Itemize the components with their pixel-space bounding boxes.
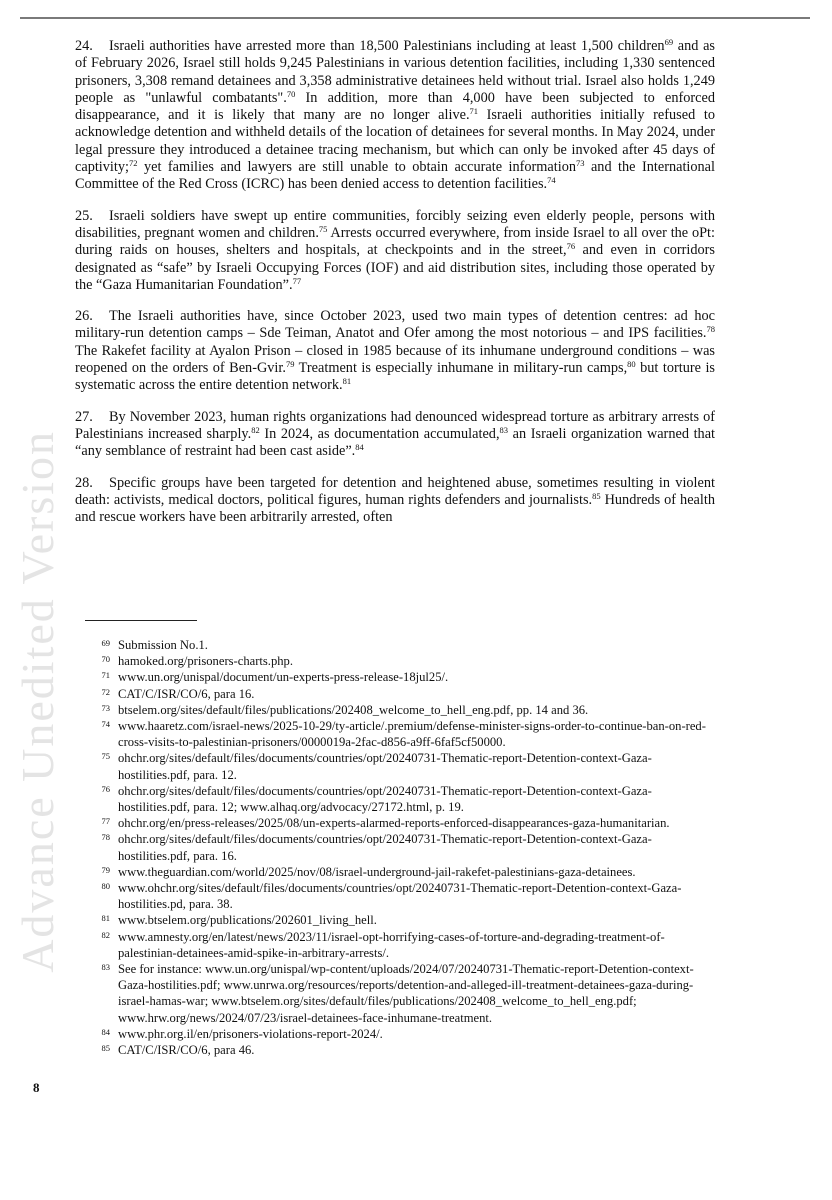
footnote [85,702,715,718]
footnote-reference: 73 [576,158,585,169]
paragraph-text: Arrests occurred everywhere, from inside Israel to all over the oPt: during raids on houses, shelters and hospitals, at checkpoints and in the street, [75,224,716,259]
footnote-number: 81 [101,913,110,924]
footnote-reference: 71 [469,106,479,117]
footnote-number: 82 [101,929,110,940]
footnote [85,1042,715,1058]
paragraph [75,38,715,194]
watermark: Advance Unedited Version [12,430,63,973]
footnote-text: hamoked.org/prisoners-charts.php. [118,654,293,669]
footnote-reference: 70 [286,88,296,99]
footnote-text: CAT/C/ISR/CO/6, para 46. [118,1043,255,1058]
paragraph [75,409,715,461]
footnote-number: 73 [101,702,110,713]
paragraph-text: Treatment is especially inhumane in military-run camps, [294,360,628,377]
footnote-text: ohchr.org/sites/default/files/documents/countries/opt/20240731-Thematic-report-Detention-context-Gaza-hostilities.pdf, para. 16. [118,832,652,863]
footnote-separator [85,620,197,621]
paragraph-number: 24. [75,38,93,54]
footnote-reference: 79 [285,359,295,370]
footnote-number: 78 [101,832,110,843]
footnote [85,669,715,685]
footnote-number: 79 [101,864,110,875]
footnote [85,961,715,1026]
footnote [85,831,715,863]
footnote-text: www.ohchr.org/sites/default/files/documents/countries/opt/20240731-Thematic-report-Detention-context-Gaza-hostilities.pd, para. 38. [118,881,682,912]
paragraph-number: 27. [75,408,93,425]
footnote-text: btselem.org/sites/default/files/publications/202408_welcome_to_hell_eng.pdf, pp. 14 and 36. [118,702,589,717]
footnote [85,750,715,782]
footnote-text: ohchr.org/sites/default/files/documents/countries/opt/20240731-Thematic-report-Detention-context-Gaza-hostilities.pdf, para. 12. [118,751,652,782]
paragraph-text: The Rakefet facility at Ayalon Prison – closed in 1985 because of its inhumane underground conditions – was reopened on the orders of Ben-Gvir. [75,342,715,377]
footnote-text: www.amnesty.org/en/latest/news/2023/11/israel-opt-horrifying-cases-of-torture-and-degrading-treatment-of-palestinian-detainees-amid-spike-in-arbitrary-arrests/. [118,929,665,960]
footnote [85,864,715,880]
paragraph-text: By November 2023, human rights organizations had denounced widespread torture as arbitrary arrests of Palestinians increased sharply. [75,408,715,442]
page-number: 8 [33,1080,40,1096]
paragraph-text: and as of February 2026, Israel still holds 9,245 Palestinians in various detention facilities, including 1,330 sentenced prisoners, 3,308 remand detainees and 3,358 administrative detainees held without trial. Israel also holds 1,249 people as "unlawful combatants". [75,38,715,106]
footnote-reference: 69 [664,37,674,47]
footnote [85,880,715,912]
footnote-reference: 75 [318,223,328,234]
paragraph-text: Hundreds of health and rescue workers have been arbitrarily arrested, often [75,491,715,526]
footnote [85,783,715,815]
footnote [85,653,715,669]
footnote-number: 69 [101,638,110,648]
footnote [85,686,715,702]
footnote-reference: 84 [355,442,364,453]
footnote-text: CAT/C/ISR/CO/6, para 16. [118,686,255,701]
paragraph [75,475,715,527]
paragraph-number: 28. [75,474,93,491]
paragraph-text: and the International Committee of the Red Cross (ICRC) has been denied access to detention facilities. [75,159,716,193]
footnote-text: www.btselem.org/publications/202601_living_hell. [118,913,377,928]
footnote-number: 74 [101,719,110,730]
footnote-text: See for instance: www.un.org/unispal/wp-content/uploads/2024/07/20240731-Thematic-report-Detention-context-Gaza-hostilities.pdf; www.unrwa.org/resources/reports/detention-and-alleged-ill-treatment-detainees-gaza-during-israel-hamas-war; www.btselem.org/sites/default/files/publications/202408_welcome_to_hell_eng.pdf; www.hrw.org/news/2024/07/23/israel-detainees-face-inhumane-treatment. [118,962,694,1025]
footnote-reference: 83 [499,424,509,435]
paragraph-number: 26. [75,308,93,325]
footnote-reference: 85 [592,490,601,501]
paragraph [75,208,715,294]
footnote [85,718,715,750]
paragraph [75,308,715,394]
footnote-number: 75 [101,751,110,762]
footnote-text: ohchr.org/sites/default/files/documents/countries/opt/20240731-Thematic-report-Detention-context-Gaza-hostilities.pdf, para. 12; www.alhaq.org/advocacy/27172.html, p. 19. [118,783,652,815]
footnote [85,912,715,928]
footnote-reference: 82 [251,424,260,435]
footnote-number: 84 [101,1026,110,1037]
footnote-reference: 80 [627,359,636,370]
footnote-number: 72 [101,686,110,697]
footnote-number: 80 [101,881,110,892]
footnote-reference: 81 [342,376,352,387]
paragraph-number: 25. [75,207,93,224]
paragraph-text: an Israeli organization warned that “any semblance of restraint had been cast aside”. [75,425,716,460]
footnote-reference: 74 [547,175,556,186]
paragraph-text: Israeli soldiers have swept up entire communities, forcibly seizing even elderly people, persons with disabilities, pregnant women and children. [75,207,715,241]
footnote-number: 70 [101,654,110,665]
footnote-text: Submission No.1. [118,638,208,652]
paragraph-text: In addition, more than 4,000 have been subjected to enforced disappearance, and it is likely that many are no longer alive. [75,89,715,124]
footnote [85,929,715,961]
paragraph-text: Israeli authorities initially refused to acknowledge detention and withheld details of the location of detainees for several months. In May 2024, under legal pressure they introduced a detainee tracing mechanism, but which can only be invoked after 45 days of captivity; [75,107,715,176]
footnote-number: 85 [101,1043,110,1054]
footnote-reference: 72 [129,158,138,169]
footnote-text: www.phr.org.il/en/prisoners-violations-report-2024/. [118,1026,383,1041]
paragraph-text: The Israeli authorities have, since October 2023, used two main types of detention centres: ad hoc military-run detention camps – Sde Teiman, Anatot and Ofer among the most notorious – and IPS facilities. [75,308,715,342]
footnote-text: www.theguardian.com/world/2025/nov/08/israel-underground-jail-rakefet-palestinians-gaza-detainees. [118,864,636,879]
footnote-reference: 77 [292,275,302,286]
paragraph-text: In 2024, as documentation accumulated, [259,425,500,442]
footnote-reference: 78 [706,324,715,335]
footnote-number: 83 [101,962,110,973]
footnote-number: 76 [101,783,110,794]
paragraph-text: but torture is systematic across the entire detention network. [75,360,715,394]
footnote [85,815,715,831]
footnote-text: www.un.org/unispal/document/un-experts-press-release-18jul25/. [118,670,449,685]
document-body [75,38,715,614]
footnote-text: www.haaretz.com/israel-news/2025-10-29/ty-article/.premium/defense-minister-signs-order-to-continue-ban-on-red-cross-visits-to-palestinian-prisoners/0000019a-2fac-d856-a9ff-6faf5cf50000. [118,719,706,750]
paragraph-text: yet families and lawyers are still unable to obtain accurate information [137,159,577,176]
footnote [85,637,715,653]
footnote-text: ohchr.org/en/press-releases/2025/08/un-experts-alarmed-reports-enforced-disappearances-gaza-humanitarian. [118,816,670,831]
footnote [85,1026,715,1042]
footnotes [85,637,715,1058]
footnote-number: 77 [101,816,110,827]
paragraph-text: Israeli authorities have arrested more than 18,500 Palestinians including at least 1,500 children [109,38,665,54]
footnote-reference: 76 [566,241,576,252]
paragraph-text: Specific groups have been targeted for detention and heightened abuse, sometimes resulting in violent death: activists, medical doctors, political figures, human rights defenders and journalists. [75,474,715,508]
paragraph-text: and even in corridors designated as “safe” by Israeli Occupying Forces (IOF) and aid distribution sites, including those operated by the “Gaza Humanitarian Foundation”. [75,242,715,293]
footnote-number: 71 [101,670,110,681]
